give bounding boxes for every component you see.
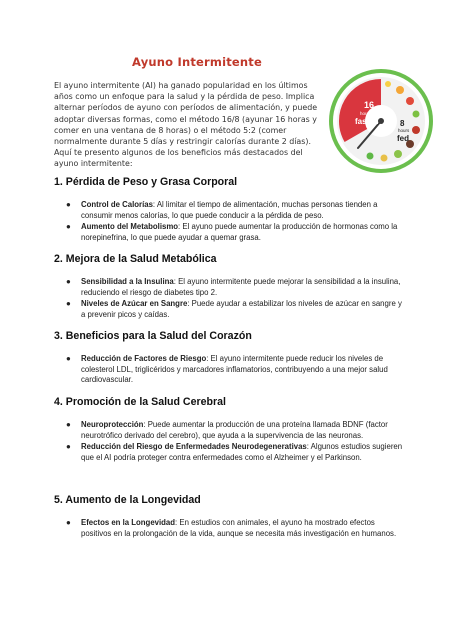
bullet-icon: ● — [66, 299, 71, 309]
bullet-icon: ● — [66, 442, 71, 452]
list-item-text: : El ayuno intermitente puede reducir los niveles de colesterol LDL, triglicéridos y marcadores inflamatorios, contribuyendo a una mejor salud cardiovascular. — [81, 354, 388, 385]
section-weight-loss — [54, 176, 404, 244]
list-item-text: : En estudios con animales, el ayuno ha mostrado efectos positivos en la prolongación de la vida, aunque se necesita más investigación en humanos. — [81, 518, 397, 538]
section-heading: 3. Beneficios para la Salud del Corazón — [54, 330, 252, 342]
section-list — [54, 518, 404, 539]
list-item-text: : Puede aumentar la producción de una proteína llamada BDNF (factor neurotrófico derivado del cerebro), que ayuda a la supervivencia de las neuronas. — [81, 420, 388, 440]
fasted-hours-number: 16 — [364, 100, 375, 110]
list-item — [54, 299, 404, 320]
list-item — [54, 222, 404, 243]
list-item — [54, 200, 404, 221]
list-item-term: Efectos en la Longevidad — [81, 518, 176, 527]
list-item — [54, 442, 404, 463]
list-item-term: Reducción del Riesgo de Enfermedades Neurodegenerativas — [81, 442, 307, 452]
food-cheese-icon — [381, 155, 388, 162]
section-brain-health — [54, 396, 404, 464]
section-heading: 1. Pérdida de Peso y Grasa Corporal — [54, 176, 238, 188]
food-tomato-icon — [406, 97, 414, 105]
food-broccoli-icon — [394, 150, 402, 158]
list-item-text: : Algunos estudios sugieren que el AI podría proteger contra enfermedades como el Alzheimer y el Parkinson. — [81, 442, 403, 462]
food-greens-icon — [413, 111, 420, 118]
food-banana-icon — [385, 81, 391, 87]
list-item-term: Reducción de Factores de Riesgo — [81, 354, 207, 363]
list-item-text: : Al limitar el tiempo de alimentación, muchas personas tienden a consumir menos calorías, lo que puede conducir a la pérdida de peso. — [81, 200, 378, 220]
bullet-icon: ● — [66, 420, 71, 429]
section-list — [54, 277, 404, 320]
section-heading: 5. Aumento de la Longevidad — [54, 494, 201, 506]
section-metabolic-health — [54, 253, 404, 321]
list-item — [54, 354, 404, 386]
fasted-label: fasted — [355, 117, 379, 126]
section-heading: 4. Promoción de la Salud Cerebral — [54, 396, 226, 408]
bullet-icon: ● — [66, 277, 71, 286]
list-item-term: Aumento del Metabolismo — [81, 222, 179, 232]
fasting-clock-illustration — [328, 68, 434, 174]
fasted-hours-unit: hours — [360, 111, 372, 116]
section-list — [54, 200, 404, 243]
list-item-term: Control de Calorías — [81, 200, 153, 209]
fed-hours-unit: hours — [398, 128, 410, 133]
list-item — [54, 420, 404, 441]
food-meat-icon — [412, 126, 420, 134]
list-item-term: Neuroprotección — [81, 420, 144, 429]
fed-hours-number: 8 — [400, 119, 405, 128]
fed-label: fed — [397, 134, 409, 143]
food-orange-icon — [396, 86, 404, 94]
section-list — [54, 420, 404, 463]
list-item — [54, 518, 404, 539]
clock-pivot — [378, 118, 384, 124]
intro-paragraph: El ayuno intermitente (AI) ha ganado popularidad en los últimos años como un enfoque para la salud y la pérdida de peso. Implica alternar períodos de ayuno con períodos de alimentación, y puede adoptar diversas formas, como el método 16/8 (ayunar 16 horas y comer en una ventana de 8 horas) o el método 5:2 (comer normalmente durante 5 días y restringir calorías durante 2 días). Aquí te presento algunos de los beneficios más destacados del ayuno intermitente: — [54, 81, 318, 169]
list-item-text: : Puede ayudar a estabilizar los niveles de azúcar en sangre y a prevenir picos y caídas. — [81, 299, 402, 319]
section-heading: 2. Mejora de la Salud Metabólica — [54, 253, 217, 265]
list-item-text: : El ayuno puede aumentar la producción de hormonas como la norepinefrina, lo que puede ayudar a quemar grasa. — [81, 222, 398, 242]
section-list — [54, 354, 404, 386]
document-title: Ayuno Intermitente — [132, 55, 263, 69]
food-apple-icon — [367, 153, 374, 160]
list-item-text: : El ayuno intermitente puede mejorar la sensibilidad a la insulina, reduciendo el riesgo de diabetes tipo 2. — [81, 277, 401, 297]
bullet-icon: ● — [66, 222, 71, 232]
section-heart-health — [54, 330, 404, 387]
bullet-icon: ● — [66, 354, 71, 363]
list-item-term: Niveles de Azúcar en Sangre — [81, 299, 188, 309]
list-item — [54, 277, 404, 298]
section-longevity — [54, 494, 404, 540]
list-item-term: Sensibilidad a la Insulina — [81, 277, 174, 286]
bullet-icon: ● — [66, 518, 71, 527]
bullet-icon: ● — [66, 200, 71, 209]
